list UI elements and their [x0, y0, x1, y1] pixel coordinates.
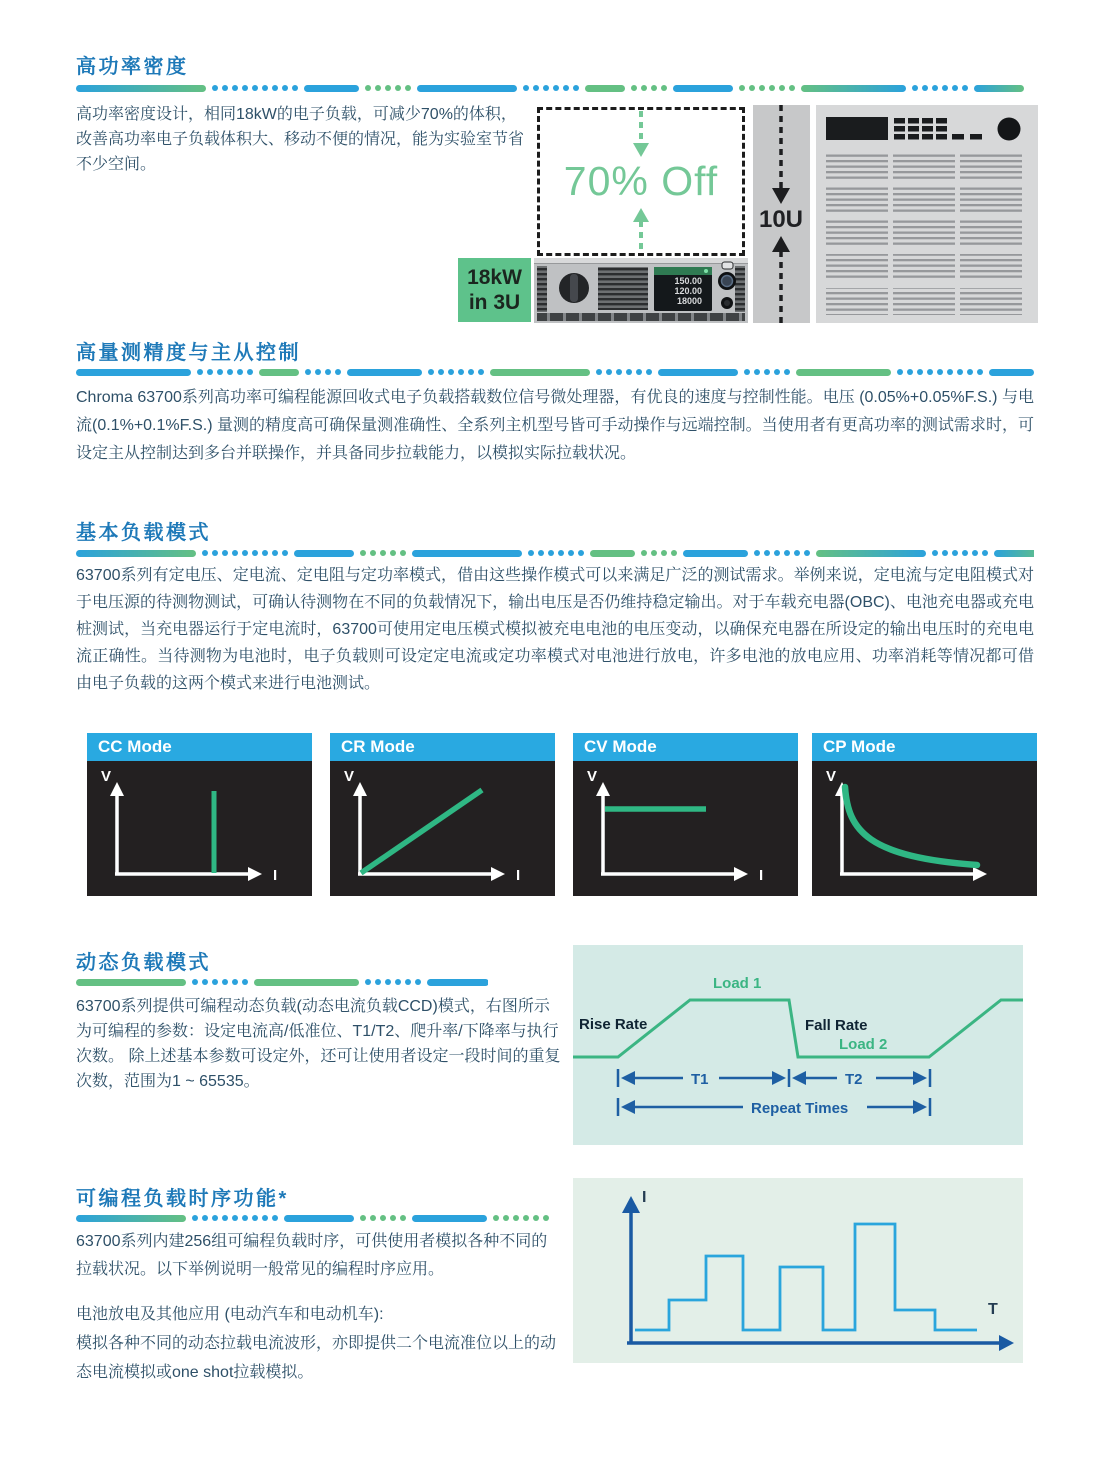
x-axis-arrow-icon: [973, 867, 987, 881]
mode-chart-cc: [87, 761, 312, 896]
down-arrow-icon: [772, 188, 790, 204]
power-density-paragraph: 高功率密度设计，相同18kW的电子负载，可减少70%的体积，改善高功率电子负载体积大、移动不便的情况，能为实验室节省不少空间。: [76, 106, 525, 173]
accuracy-paragraph: Chroma 63700系列高功率可编程能源回收式电子负载搭载数位信号微处理器，有优良的速度与控制性能。电压 (0.05%+0.05%F.S.) 与电流(0.1%+0.1%F.S.) 量测的精度高可确保量测准确性、全系列主机型号皆可手动操作与远端控制。当使用者有更高功率的测试需求时，可设定主从控制达到多台并联操作，并具备同步拉载能力，以模拟实际拉载状况。: [76, 389, 1034, 462]
10u-load-device-image: [816, 105, 1038, 323]
control-knob: [998, 118, 1021, 141]
mode-chart-cr: [330, 761, 555, 896]
mode-panel-cc: [87, 733, 312, 896]
x-axis-arrow-icon: [734, 867, 748, 881]
mode-panel-cr: [330, 733, 555, 896]
size-comparison-illustration: [458, 105, 1038, 323]
y-axis-label: V: [587, 768, 598, 785]
decorative-divider: [76, 978, 488, 986]
y-axis-label: I: [642, 1189, 647, 1206]
section-title-accuracy: 高量测精度与主从控制: [76, 342, 301, 364]
cr-curve: [361, 790, 482, 873]
up-arrow-icon: [772, 236, 790, 252]
x-axis-label: T: [988, 1301, 998, 1318]
mode-panel-cv: [573, 733, 798, 896]
display-value-2: 120.00: [674, 286, 702, 296]
y-axis-arrow-icon: [353, 782, 367, 796]
t1-label: T1: [691, 1071, 709, 1088]
repeat-times-label: Repeat Times: [751, 1100, 849, 1117]
cp-curve: [845, 787, 977, 865]
t2-label: T2: [845, 1071, 863, 1088]
y-axis-label: V: [101, 768, 112, 785]
y-axis-arrow-icon: [596, 782, 610, 796]
rise-rate-label: Rise Rate: [579, 1016, 648, 1033]
load2-label: Load 2: [839, 1036, 888, 1053]
decorative-divider: [76, 1214, 553, 1222]
y-axis-arrow-icon: [110, 782, 124, 796]
mode-panel-title: CC Mode: [87, 733, 312, 761]
size-label-3u-line2: in 3U: [468, 291, 521, 314]
size-label-3u: [458, 258, 531, 322]
mode-chart-cv: [573, 761, 798, 896]
section-title-sequence: 可编程负载时序功能*: [76, 1188, 289, 1210]
saved-space-box: [537, 107, 745, 256]
section-title-power-density: 高功率密度: [76, 56, 189, 78]
vent-grid: [826, 152, 1022, 315]
size-label-3u-line1: 18kW: [467, 266, 522, 289]
device-screen: [826, 117, 888, 140]
decorative-divider: [76, 549, 1034, 557]
x-axis-label: I: [516, 867, 521, 884]
down-arrow-icon: [632, 111, 650, 159]
height-arrows: [753, 105, 810, 323]
y-axis-label: V: [826, 768, 837, 785]
section-title-basic-modes: 基本负载模式: [76, 522, 211, 544]
load1-label: Load 1: [713, 975, 762, 992]
up-arrow-icon: [632, 208, 650, 252]
mode-panel-title: CP Mode: [812, 733, 1037, 761]
fall-rate-label: Fall Rate: [805, 1017, 868, 1034]
decorative-divider: [76, 84, 1034, 92]
display-value-3: 18000: [676, 296, 702, 306]
x-axis-label: I: [273, 867, 278, 884]
x-axis-label: I: [759, 867, 764, 884]
3u-load-device-image: [534, 258, 748, 323]
size-label-10u: 10U: [758, 206, 804, 233]
decorative-divider: [76, 368, 1034, 376]
discount-text: 70% Off: [563, 158, 719, 204]
load-sequence-diagram: [573, 1178, 1023, 1363]
mode-panel-title: CV Mode: [573, 733, 798, 761]
sequence-application-title: 电池放电及其他应用 (电动汽车和电动机车):: [76, 1306, 384, 1323]
x-axis-arrow-icon: [491, 867, 505, 881]
mode-panel-title: CR Mode: [330, 733, 555, 761]
display-value-1: 150.00: [674, 276, 702, 286]
y-axis-label: V: [344, 768, 355, 785]
sequence-paragraph: 63700系列内建256组可编程负载时序，可供使用者模拟各种不同的拉载状况。以下举例说明一般常见的编程时序应用。: [76, 1233, 548, 1278]
section-title-dynamic: 动态负载模式: [76, 952, 211, 974]
dynamic-paragraph: 63700系列提供可编程动态负载(动态电流负载CCD)模式，右图所示为可编程的参数：设定电流高/低准位、T1/T2、爬升率/下降率与执行次数。 除上述基本参数可设定外，还可让使用者设定一段时间的重复次数，范围为1 ~ 65535。: [76, 998, 561, 1090]
height-dimension-bar: [753, 105, 810, 323]
basic-modes-paragraph: 63700系列有定电压、定电流、定电阻与定功率模式，借由这些操作模式可以来满足广泛的测试需求。举例来说，定电流与定电阻模式对于电压源的待测物测试，可确认待测物在不同的负载情况下，输出电压是否仍维持稳定输出。对于车载充电器(OBC)、电池充电器或充电桩测试，当充电器运行于定电流时，63700可使用定电压模式模拟被充电电池的电压变动，以确保充电器在所设定的输出电压时的充电电流正确性。当待测物为电池时，电子负载则可设定定电流或定功率模式对电池进行放电，许多电池的放电应用、功率消耗等情况都可借由电子负载的这两个模式来进行电池测试。: [76, 567, 1034, 692]
mode-panel-cp: [812, 733, 1037, 896]
dynamic-load-diagram: [573, 945, 1023, 1145]
sequence-application-paragraph: 模拟各种不同的动态拉载电流波形，亦即提供二个电流准位以上的动态电流模拟或one shot拉载模拟。: [76, 1335, 557, 1381]
x-axis-arrow-icon: [248, 867, 262, 881]
mode-chart-cp: [812, 761, 1037, 896]
